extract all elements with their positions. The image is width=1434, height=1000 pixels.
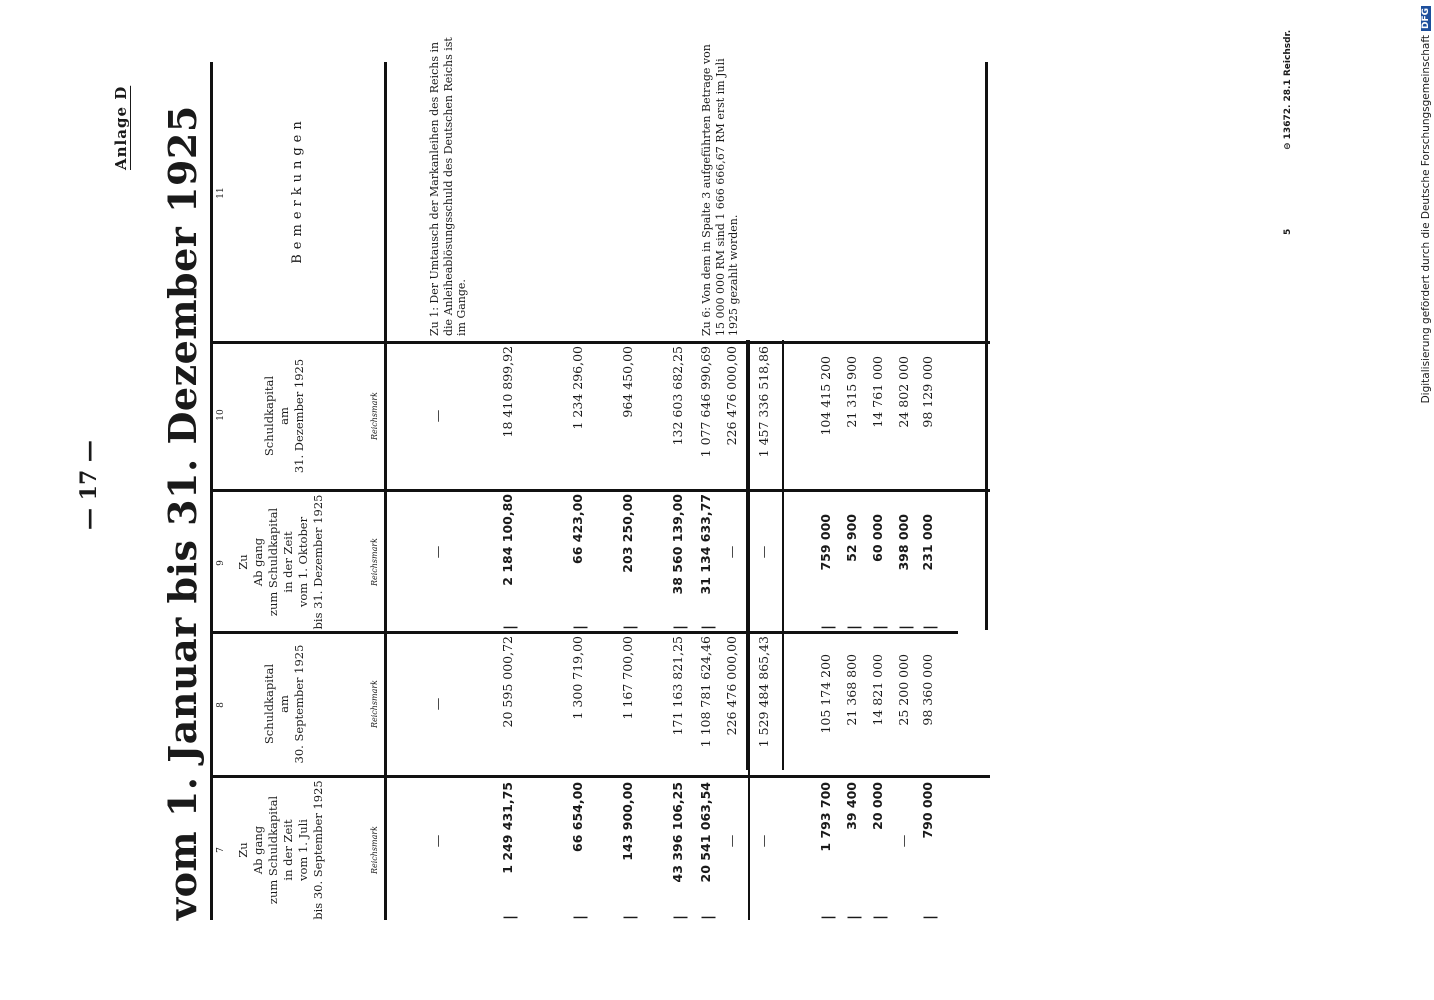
page-number: — 17 — — [76, 440, 102, 530]
row-marker: | — [672, 914, 688, 920]
total-cell: 1 529 484 865,43 — [756, 636, 771, 748]
table-cell: 1 234 296,00 — [570, 346, 585, 430]
row-marker: | — [898, 624, 914, 630]
annex-label: Anlage D — [112, 85, 130, 170]
table-cell: — — [724, 834, 739, 848]
col7-unit: Reichsmark — [370, 825, 379, 875]
col7-header: Zu Ab gang zum Schuldkapital in der Zeit vom 1. Juli bis 30. September 1925 — [236, 780, 325, 920]
credit-text: Digitalisierung gefördert durch die Deutsche Forschungsgemeinschaft — [1420, 35, 1432, 404]
row-marker: | — [846, 624, 862, 630]
table-cell: — — [430, 697, 445, 711]
row-marker: | — [622, 914, 638, 920]
table-cell: 20 541 063,54 — [698, 782, 713, 883]
table-cell: 231 000 — [920, 514, 935, 571]
total-cell: 1 457 336 518,86 — [756, 346, 771, 458]
col-number-11: 11 — [216, 187, 226, 199]
row-marker: | — [672, 624, 688, 630]
table-cell: 203 250,00 — [620, 494, 635, 573]
note-6: Zu 6: Von dem in Spalte 3 aufgeführten Betrage von 15 000 000 RM sind 1 666 666,67 RM erst im Juli 1925 gezahlt worden. — [700, 44, 740, 336]
table-cell: 31 134 633,77 — [698, 494, 713, 595]
table-cell: 1 793 700 — [818, 782, 833, 852]
col8-header: Schuldkapital am 30. September 1925 — [262, 644, 306, 764]
footer-page: 5 — [1283, 228, 1293, 235]
table-cell: 39 400 — [844, 782, 859, 830]
col-divider — [210, 341, 990, 344]
col-number-10: 10 — [216, 409, 226, 421]
subtotal-rule — [746, 340, 748, 770]
table-cell: — — [896, 834, 911, 848]
table-cell: 105 174 200 — [818, 654, 833, 734]
table-cell: 132 603 682,25 — [670, 346, 685, 446]
table-bottom-rule — [985, 62, 988, 630]
table-cell: 1 300 719,00 — [570, 636, 585, 720]
col-number-8: 8 — [216, 702, 226, 708]
table-cell: 226 476 000,00 — [724, 636, 739, 736]
row-marker: | — [700, 914, 716, 920]
dfg-logo-icon: DFG — [1421, 8, 1431, 30]
digitization-credit — [1418, 6, 1434, 404]
table-cell: 171 163 821,25 — [670, 636, 685, 736]
row-marker: | — [502, 624, 518, 630]
row-marker: | — [820, 914, 836, 920]
subtotal-rule — [782, 340, 784, 770]
col-divider — [210, 489, 990, 492]
table-cell: 21 315 900 — [844, 356, 859, 428]
row-marker: | — [572, 624, 588, 630]
table-cell: 66 423,00 — [570, 494, 585, 564]
page-title: vom 1. Januar bis 31. Dezember 1925 — [160, 105, 205, 920]
table-cell: 964 450,00 — [620, 346, 635, 418]
print-mark: ⊖ 13672. 28.1 Reichsdr. — [1283, 29, 1293, 150]
table-cell: — — [430, 409, 445, 423]
table-cell: 20 595 000,72 — [500, 636, 515, 728]
col-number-9: 9 — [216, 560, 226, 566]
table-cell: — — [430, 545, 445, 559]
table-cell: 18 410 899,92 — [500, 346, 515, 438]
row-marker: | — [846, 914, 862, 920]
table-cell: 2 184 100,80 — [500, 494, 515, 586]
row-marker: | — [572, 914, 588, 920]
row-marker: | — [820, 624, 836, 630]
table-cell: 759 000 — [818, 514, 833, 571]
col11-header: Bemerkungen — [290, 116, 305, 264]
col8-unit: Reichsmark — [370, 679, 379, 729]
row-marker: | — [872, 624, 888, 630]
row-marker: | — [872, 914, 888, 920]
table-cell: 226 476 000,00 — [724, 346, 739, 446]
table-cell: 24 802 000 — [896, 356, 911, 428]
row-marker: | — [922, 914, 938, 920]
table-cell: 98 360 000 — [920, 654, 935, 726]
table-cell: — — [724, 545, 739, 559]
table-cell: 1 077 646 990,69 — [698, 346, 713, 458]
table-lower-rule — [748, 340, 750, 920]
table-cell: 21 368 800 — [844, 654, 859, 726]
col10-unit: Reichsmark — [370, 391, 379, 441]
table-cell: 790 000 — [920, 782, 935, 839]
col-divider — [210, 775, 990, 778]
row-marker: | — [700, 624, 716, 630]
row-marker: | — [922, 624, 938, 630]
row-marker: | — [622, 624, 638, 630]
col9-header: Zu Ab gang zum Schuldkapital in der Zeit vom 1. Oktober bis 31. Dezember 1925 — [236, 494, 325, 630]
table-cell: 1 167 700,00 — [620, 636, 635, 720]
total-cell: — — [756, 545, 771, 559]
table-cell: 66 654,00 — [570, 782, 585, 852]
table-cell: 52 900 — [844, 514, 859, 562]
note-1: Zu 1: Der Umtausch der Markanleihen des Reichs in die Anleiheablösungsschuld des Deutschen Reichs ist im Gange. — [428, 37, 468, 336]
table-cell: 98 129 000 — [920, 356, 935, 428]
col9-unit: Reichsmark — [370, 537, 379, 587]
col10-header: Schuldkapital am 31. Dezember 1925 — [262, 358, 306, 474]
table-cell: 38 560 139,00 — [670, 494, 685, 595]
table-cell: 14 821 000 — [870, 654, 885, 726]
table-cell: 143 900,00 — [620, 782, 635, 861]
col-number-7: 7 — [216, 847, 226, 853]
total-cell: — — [756, 834, 771, 848]
table-cell: 60 000 — [870, 514, 885, 562]
table-cell: 14 761 000 — [870, 356, 885, 428]
table-cell: 398 000 — [896, 514, 911, 571]
table-cell: 104 415 200 — [818, 356, 833, 436]
table-cell: 20 000 — [870, 782, 885, 830]
table-cell: 43 396 106,25 — [670, 782, 685, 883]
row-marker: | — [502, 914, 518, 920]
table-cell: 1 108 781 624,46 — [698, 636, 713, 748]
table-cell: — — [430, 834, 445, 848]
table-cell: 1 249 431,75 — [500, 782, 515, 874]
table-cell: 25 200 000 — [896, 654, 911, 726]
